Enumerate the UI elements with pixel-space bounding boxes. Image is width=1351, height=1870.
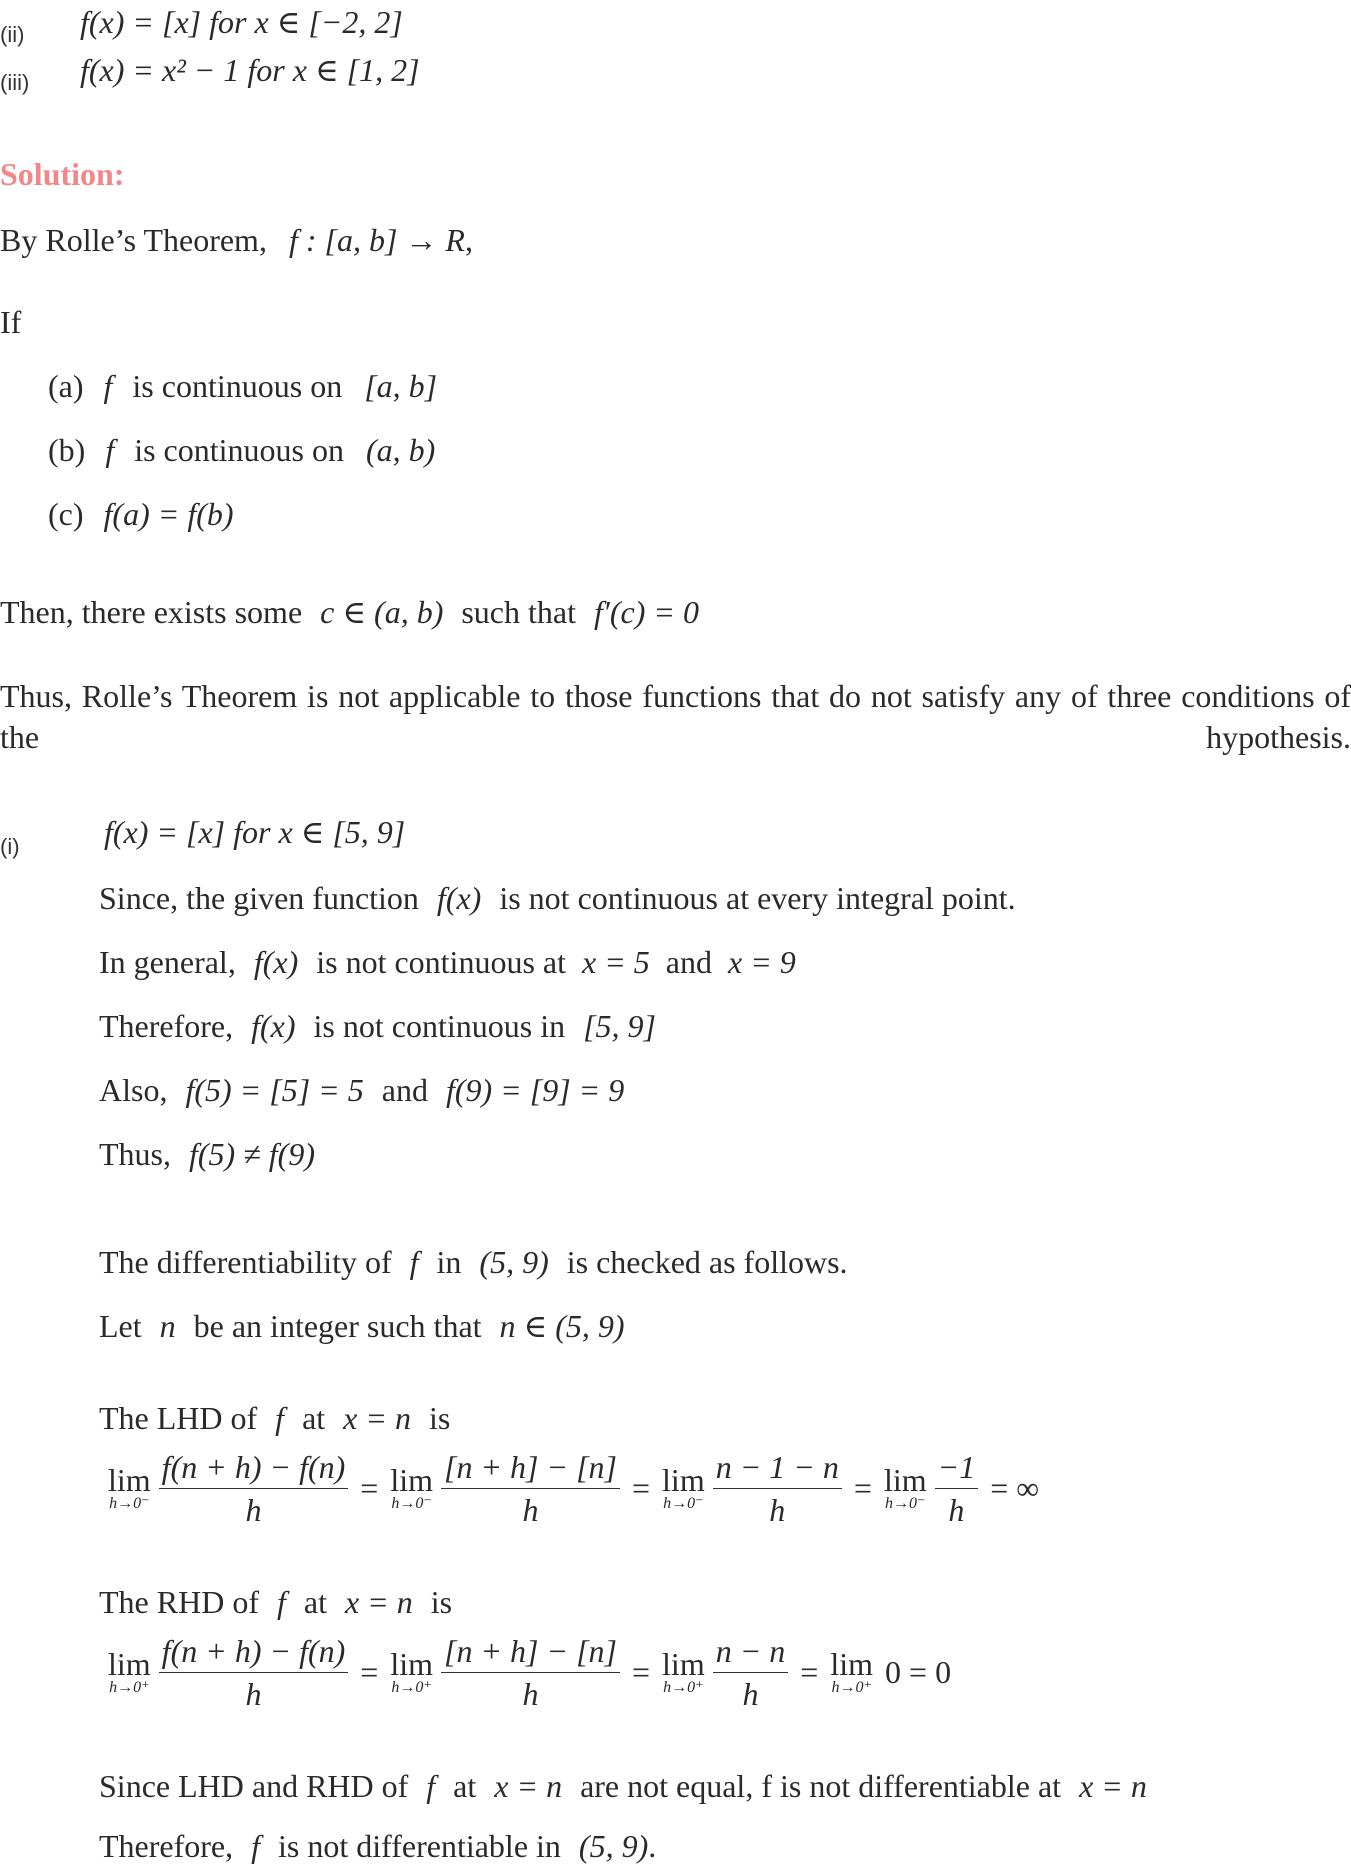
d2-let: Let [99,1308,142,1344]
condition-b-f: f [105,432,115,468]
condition-a-interval: [a, b] [364,368,438,404]
p2-and: and [665,944,712,980]
rhd-lim-4: lim h→0⁺ [830,1645,874,1696]
p2-x5: x = 5 [581,944,650,980]
rhd-f: f [276,1584,286,1620]
thus-paragraph: Thus, Rolle’s Theorem is not applicable to those functions that do not satisfy any of three conditions of the hypothesis. [0,678,1351,755]
if-word: If [0,304,22,340]
c1-text: Since LHD and RHD of [99,1768,409,1804]
c1-f: f [426,1768,436,1804]
p2-text2: is not continuous at [316,944,566,980]
lhd-frac-2: $\frac{[n + h] - [n]}{h}$ [441,1446,620,1531]
condition-b [48,430,435,470]
p3-interval: [5, 9] [583,1008,656,1044]
rhd-frac-1: $\frac{f(n + h) - f(n)}{h}$ [159,1630,349,1715]
condition-c-tag: (c) [48,496,84,532]
d2-text: be an integer such that [193,1308,482,1344]
rhd-at: at [303,1584,327,1620]
p1-text: Since, the given function [99,880,419,916]
c1-xn: x = n [494,1768,563,1804]
lhd-frac-4: $\frac{-1}{h}$ [935,1446,979,1531]
rolle-map: f : [a, b] → R [288,222,465,258]
lhd-lim-1: lim h→0⁻ [108,1461,151,1512]
part-i-line-1 [99,878,1016,918]
p3-text: Therefore, [99,1008,234,1044]
lhd-is: is [428,1400,451,1436]
lhd-text: The LHD of [99,1400,258,1436]
rolle-intro-text: By Rolle’s Theorem, [0,222,267,258]
then-start: Then, there exists some [0,594,303,630]
p4-f5: f(5) = [5] = 5 [185,1072,364,1108]
condition-a [48,366,437,406]
d1-f: f [409,1244,419,1280]
p4-and: and [381,1072,428,1108]
d1-text2: is checked as follows. [566,1244,848,1280]
lhd-xn: x = n [343,1400,411,1436]
condition-a-tag: (a) [48,368,84,404]
lhd-lim-2: lim h→0⁻ [390,1461,433,1512]
c1-text2: are not equal, f is not differentiable at [580,1768,1062,1804]
c2-period: . [648,1828,657,1864]
rhd-is: is [430,1584,453,1620]
diff-line-1 [99,1242,848,1282]
part-expr-ii: f(x) = [x] for x ∈ [−2, 2] [80,4,403,40]
part-i-line-4 [99,1070,624,1110]
rhd-tail-expr: 0 = 0 [885,1654,952,1690]
condition-b-interval: (a, b) [365,432,436,468]
d1-text: The differentiability of [99,1244,392,1280]
lhd-equation: lim h→0⁻ $\frac{f(n + h) - f(n)}{h}$ = lim h→0⁻ $\frac{[n + h] - [n]}{h}$ = lim h→0⁻ $\frac{n - 1 - n}{h}$ = lim h→0⁻ $\frac{-1}{h}$ = ∞ [104,1446,1039,1531]
p1-fx: f(x) [436,880,482,916]
rhd-equation: lim h→0⁺ $\frac{f(n + h) - f(n)}{h}$ = lim h→0⁺ $\frac{[n + h] - [n]}{h}$ = lim h→0⁺ $\frac{n - n}{h}$ = lim h→0⁺ 0 = 0 [104,1630,951,1715]
d2-set: n ∈ (5, 9) [499,1308,625,1344]
c2-text2: is not differentiable in [278,1828,561,1864]
condition-a-f: f [103,368,113,404]
d2-n: n [159,1308,176,1344]
conclusion-1 [99,1766,1147,1806]
rhd-text: The RHD of [99,1584,259,1620]
rhd-frac-3: $\frac{n - n}{h}$ [713,1630,789,1715]
rolle-intro: By Rolle’s Theorem, f : [a, b] → R, [0,222,473,258]
c1-xn2: x = n [1079,1768,1147,1804]
rhd-xn: x = n [344,1584,413,1620]
lhd-result: = ∞ [990,1470,1040,1506]
then-concl: f′(c) = 0 [593,594,699,630]
p4-f9: f(9) = [9] = 9 [445,1072,625,1108]
p5-ineq: f(5) ≠ f(9) [189,1136,315,1172]
p3-text2: is not continuous in [313,1008,566,1044]
p2-fx: f(x) [253,944,299,980]
lhd-frac-1: $\frac{f(n + h) - f(n)}{h}$ [159,1446,349,1531]
p4-text: Also, [99,1072,168,1108]
part-expr-i: f(x) = [x] for x ∈ [5, 9] [104,814,406,850]
rhd-lim-1: lim h→0⁺ [108,1645,151,1696]
then-line [0,592,699,632]
rhd-heading [99,1582,452,1622]
lhd-lim-3: lim h→0⁻ [662,1461,705,1512]
diff-line-2 [99,1306,625,1346]
lhd-heading [99,1398,450,1438]
condition-c [48,494,234,534]
then-set: c ∈ (a, b) [320,594,444,630]
condition-b-text: is continuous on [134,432,344,468]
lhd-frac-3: $\frac{n - 1 - n}{h}$ [713,1446,842,1531]
p1-text2: is not continuous at every integral point. [499,880,1016,916]
rhd-lim-3: lim h→0⁺ [662,1645,705,1696]
rhd-frac-2: $\frac{[n + h] - [n]}{h}$ [441,1630,620,1715]
p3-fx: f(x) [251,1008,296,1044]
p2-x9: x = 9 [727,944,796,980]
rhd-lim-2: lim h→0⁺ [390,1645,433,1696]
solution-heading: Solution: [0,156,125,192]
condition-b-tag: (b) [48,432,86,468]
part-i-line-2 [99,942,796,982]
c2-f: f [251,1828,261,1864]
c1-at: at [453,1768,477,1804]
part-i-line-5 [99,1134,315,1174]
part-label-i: (i) [0,834,20,859]
lhd-f: f [275,1400,285,1436]
c2-interval: (5, 9) [578,1828,649,1864]
p2-text: In general, [99,944,236,980]
part-expr-iii: f(x) = x² − 1 for x ∈ [1, 2] [80,52,420,88]
part-i-line-3 [99,1006,656,1046]
lhd-at: at [302,1400,326,1436]
then-mid: such that [461,594,576,630]
condition-c-expr: f(a) = f(b) [103,496,234,532]
conclusion-2 [99,1826,656,1866]
p5-text: Thus, [99,1136,171,1172]
part-label-ii: (ii) [0,22,25,47]
condition-a-text: is continuous on [132,368,343,404]
d1-in: in [436,1244,462,1280]
d1-interval: (5, 9) [479,1244,549,1280]
c2-text: Therefore, [99,1828,234,1864]
part-label-iii: (iii) [0,70,30,95]
lhd-lim-4: lim h→0⁻ [883,1461,927,1512]
